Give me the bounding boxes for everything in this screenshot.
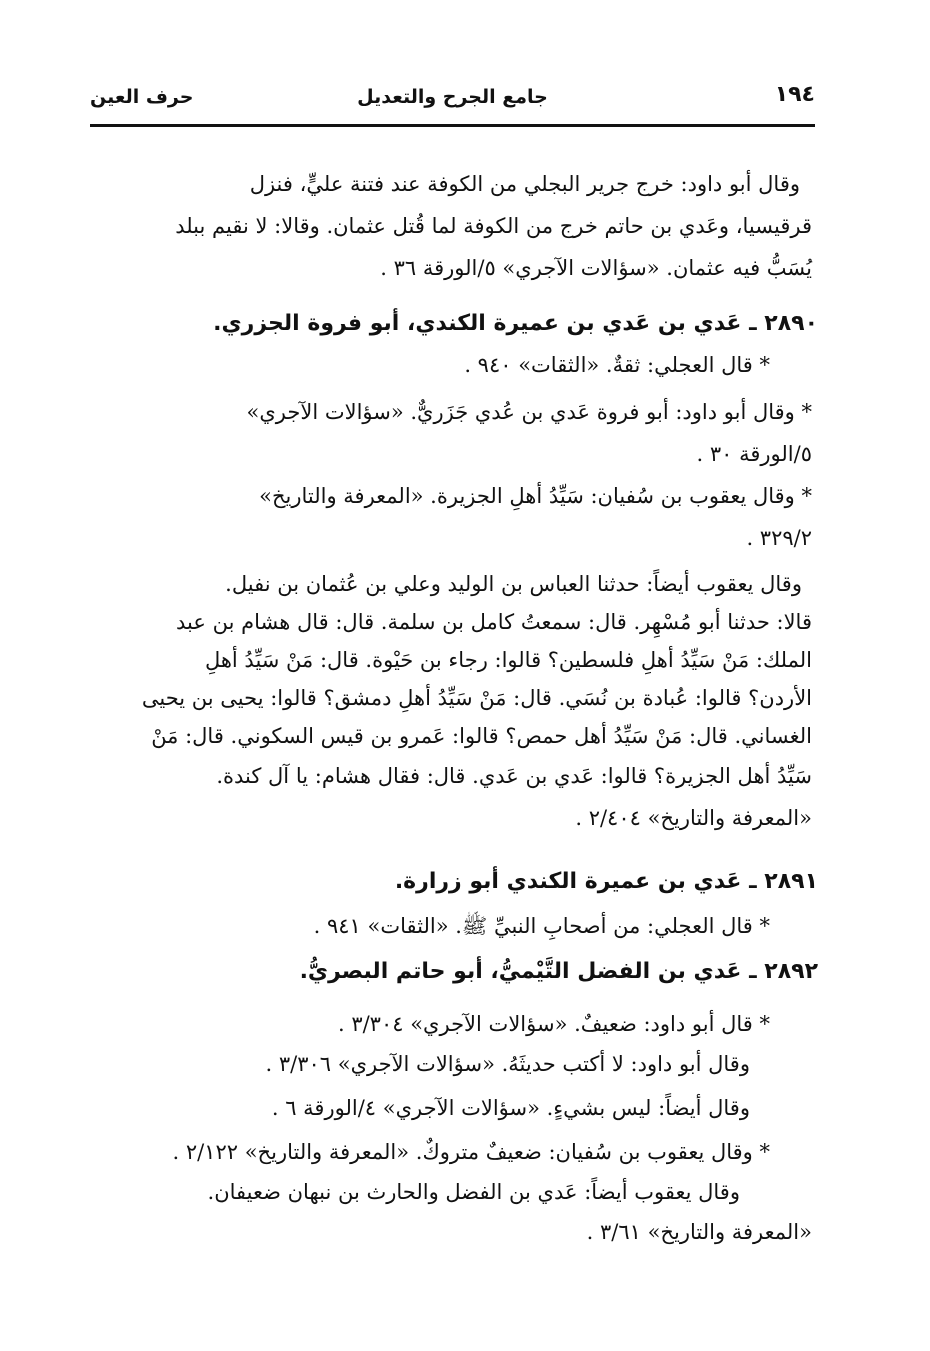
- text-line: * وقال أبو داود: أبو فروة عَدي بن عُدي جَزَريٌّ. «سؤالات الآجري»: [246, 400, 812, 424]
- text-line: * قال العجلي: من أصحابِ النبيِّ ﷺ. «الثقات» ٩٤١ .: [313, 914, 770, 938]
- text-line: * وقال يعقوب بن سُفيان: سَيِّدُ أهلِ الجزيرة. «المعرفة والتاريخ»: [259, 484, 812, 508]
- text-line: وقال يعقوب أيضاً: حدثنا العباس بن الوليد وعلي بن عُثمان بن نفيل.: [225, 572, 802, 596]
- text-line: * قال أبو داود: ضعيفٌ. «سؤالات الآجري» ٣/٣٠٤ .: [337, 1012, 770, 1036]
- entry-heading-2892: ٢٨٩٢ ـ عَدي بن الفضل التَّيْميُّ، أبو حاتم البصريُّ.: [299, 959, 818, 984]
- page-header: [90, 82, 815, 122]
- text-line: الأردن؟ قالوا: عُبادة بن نُسَي. قال: مَنْ سَيِّدُ أهلِ دمشق؟ قالوا: يحيى بن يحيى: [141, 686, 812, 710]
- text-line: الغساني. قال: مَنْ سَيِّدُ أهل حمص؟ قالوا: عَمرو بن قيس السكوني. قال: مَنْ: [151, 724, 812, 748]
- text-line: وقال أبو داود: خرج جرير البجلي من الكوفة عند فتنة عليٍّ، فنزل: [249, 172, 800, 196]
- text-line: يُسَبُّ فيه عثمان. «سؤالات الآجري» ٥/الورقة ٣٦ .: [380, 256, 812, 280]
- book-title: جامع الجرح والتعديل: [357, 86, 548, 108]
- text-line: وقال أبو داود: لا أكتب حديثَهُ. «سؤالات الآجري» ٣/٣٠٦ .: [265, 1052, 750, 1076]
- text-line: ٥/الورقة ٣٠ .: [696, 442, 812, 466]
- text-line: سَيِّدُ أهل الجزيرة؟ قالوا: عَدي بن عَدي. قال: فقال هشام: يا آل كندة.: [216, 764, 812, 788]
- text-line: * قال العجلي: ثقةٌ. «الثقات» ٩٤٠ .: [464, 353, 770, 377]
- text-line: قالا: حدثنا أبو مُسْهِر. قال: سمعتُ كامل بن سلمة. قال: قال هشام بن عبد: [176, 610, 812, 634]
- text-line: وقال يعقوب أيضاً: عَدي بن الفضل والحارث بن نبهان ضعيفان.: [207, 1180, 740, 1204]
- entry-heading-2890: ٢٨٩٠ ـ عَدي بن عَدي بن عميرة الكندي، أبو فروة الجزري.: [213, 311, 818, 336]
- text-line: وقال أيضاً: ليس بشيءٍ. «سؤالات الآجري» ٤/الورقة ٦ .: [271, 1096, 750, 1120]
- header-rule: [90, 124, 815, 127]
- text-line: «المعرفة والتاريخ» ٢/٤٠٤ .: [575, 806, 812, 830]
- text-line: «المعرفة والتاريخ» ٣/٦١ .: [586, 1220, 812, 1244]
- text-line: ٣٢٩/٢ .: [746, 526, 812, 550]
- text-line: قرقيسيا، وعَدي بن حاتم خرج من الكوفة لما قُتل عثمان. وقالا: لا نقيم ببلد: [175, 214, 812, 238]
- page-number: ١٩٤: [774, 82, 815, 107]
- text-line: الملك: مَنْ سَيِّدُ أهلِ فلسطين؟ قالوا: رجاء بن حَيْوة. قال: مَنْ سَيِّدُ أهلِ: [204, 648, 812, 672]
- section-title: حرف العين: [90, 86, 194, 108]
- text-line: * وقال يعقوب بن سُفيان: ضعيفٌ متروكٌ. «المعرفة والتاريخ» ٢/١٢٢ .: [172, 1140, 770, 1164]
- entry-heading-2891: ٢٨٩١ ـ عَدي بن عميرة الكندي أبو زرارة.: [394, 869, 818, 894]
